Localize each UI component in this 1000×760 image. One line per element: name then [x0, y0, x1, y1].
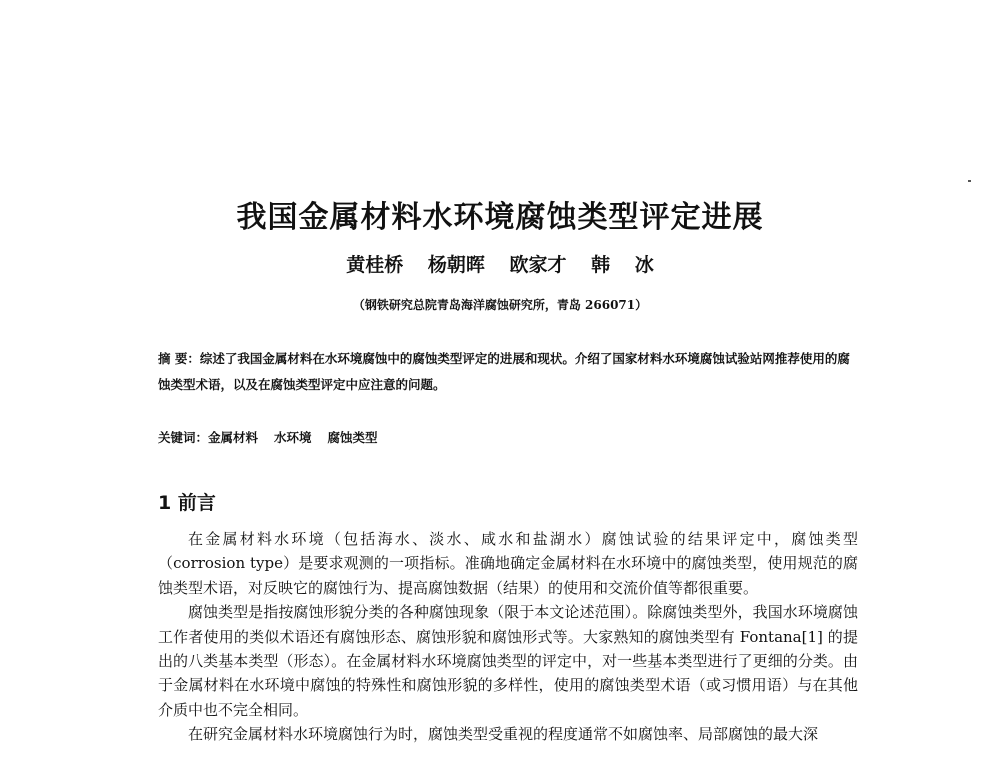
paper-authors: 黄桂桥 杨朝晖 欧家才 韩 冰: [346, 254, 654, 276]
abstract-label: 摘 要：: [158, 351, 200, 366]
paper-affiliation: （钢铁研究总院青岛海洋腐蚀研究所，青岛 266071）: [352, 298, 648, 312]
keyword-item: 腐蚀类型: [327, 430, 378, 445]
keyword-item: 金属材料: [208, 430, 259, 445]
keyword-item: 水环境: [274, 430, 312, 445]
body-paragraph: 在研究金属材料水环境腐蚀行为时，腐蚀类型受重视的程度通常不如腐蚀率、局部腐蚀的最大深: [188, 725, 819, 744]
body-paragraph: 在金属材料水环境（包括海水、淡水、咸水和盐湖水）腐蚀试验的结果评定中，腐蚀类型（corrosion type）是要求观测的一项指标。准确地确定金属材料在水环境中的腐蚀类型，使用规范的腐蚀类型术语，对反映它的腐蚀行为、提高腐蚀数据（结果）的使用和交流价值等都很重要。: [158, 530, 858, 597]
scan-speck: [968, 180, 971, 182]
abstract-block: [158, 346, 858, 398]
body-paragraph: 腐蚀类型是指按腐蚀形貌分类的各种腐蚀现象（限于本文论述范围）。除腐蚀类型外，我国水环境腐蚀工作者使用的类似术语还有腐蚀形态、腐蚀形貌和腐蚀形式等。大家熟知的腐蚀类型有 Fontana[1] 的提出的八类基本类型（形态）。在金属材料水环境腐蚀类型的评定中，对一些基本类型进行了更细的分类。由于金属材料在水环境中腐蚀的特殊性和腐蚀形貌的多样性，使用的腐蚀类型术语（或习惯用语）与在其他介质中也不完全相同。: [158, 603, 858, 719]
abstract-text: 综述了我国金属材料在水环境腐蚀中的腐蚀类型评定的进展和现状。介绍了国家材料水环境腐蚀试验站网推荐使用的腐蚀类型术语，以及在腐蚀类型评定中应注意的问题。: [158, 351, 850, 392]
paper-title: 我国金属材料水环境腐蚀类型评定进展: [236, 200, 764, 235]
keywords-block: [158, 428, 394, 446]
section-heading: 1 前言: [158, 492, 216, 514]
section-body: [158, 527, 858, 747]
keywords-label: 关键词：: [158, 430, 209, 445]
